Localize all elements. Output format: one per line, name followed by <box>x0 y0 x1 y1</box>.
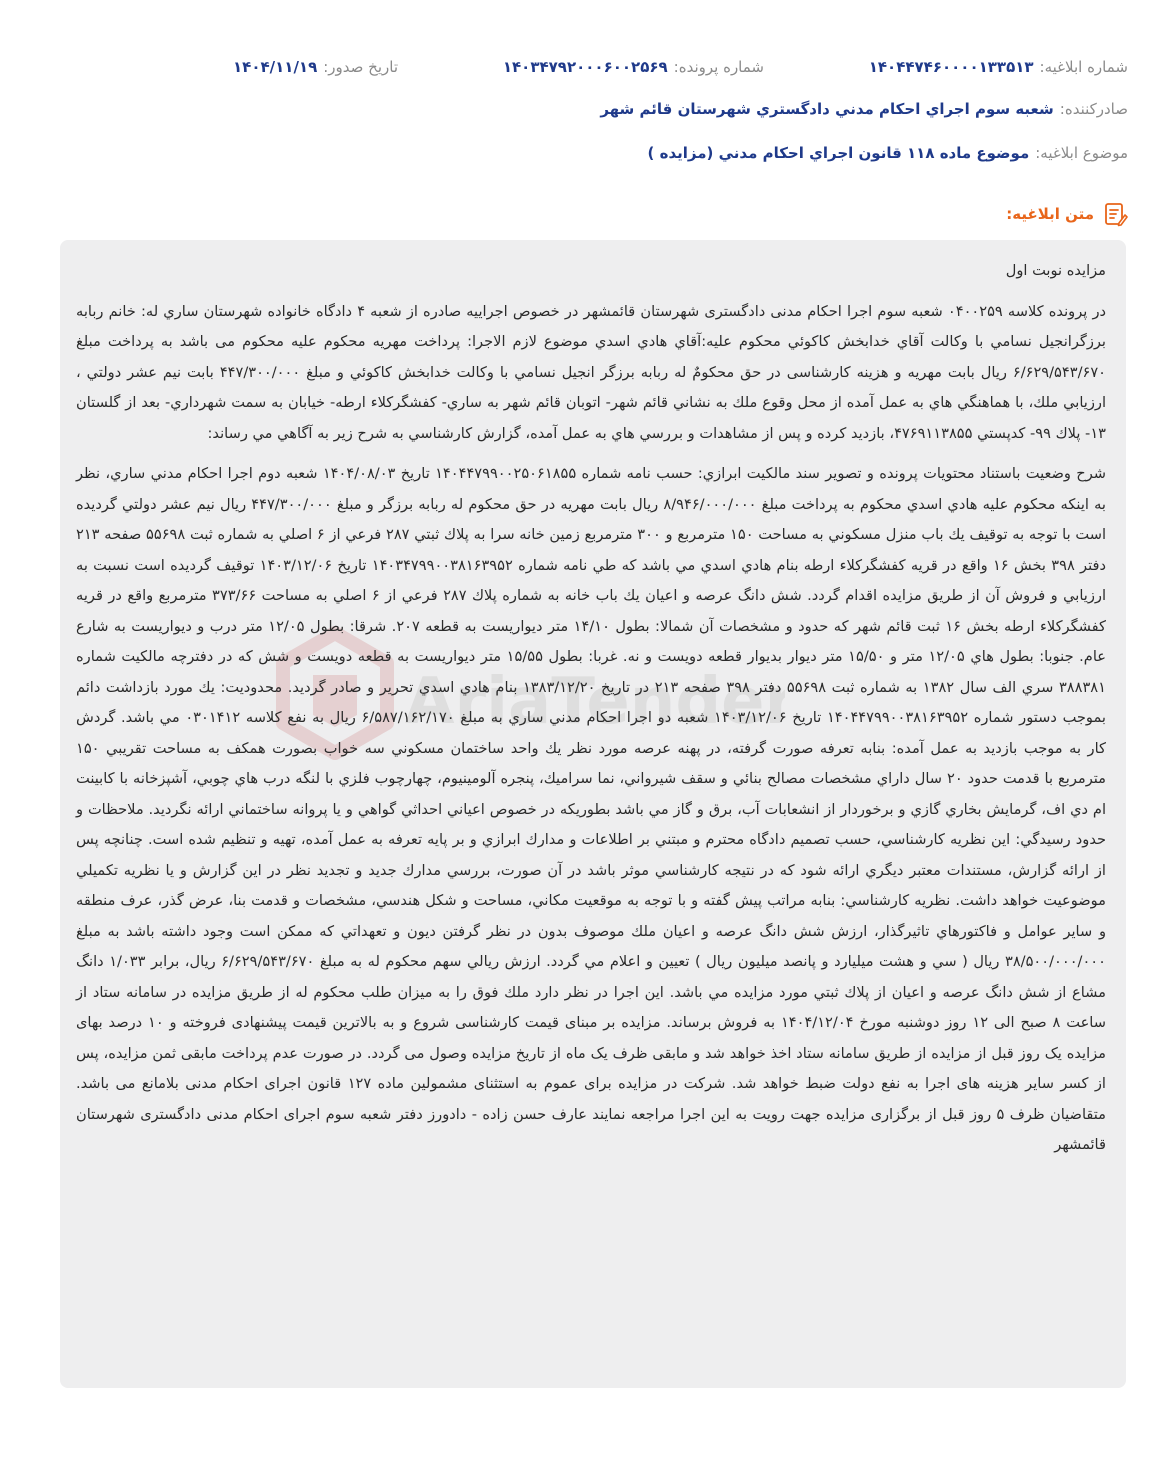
case-number-value: ۱۴۰۳۴۷۹۲۰۰۰۶۰۰۲۵۶۹ <box>502 58 668 76</box>
notice-number-value: ۱۴۰۴۴۷۴۶۰۰۰۰۱۳۳۵۱۳ <box>868 58 1034 76</box>
notice-meta-row <box>40 58 1128 80</box>
issuer-label: صادرکننده: <box>1059 100 1128 118</box>
notice-text-title: متن ابلاغيه: <box>1006 205 1094 223</box>
auction-round-heading: مزايده نوبت اول <box>1005 262 1106 279</box>
notice-text-body <box>76 256 1106 1171</box>
issue-date <box>233 58 398 76</box>
notice-number <box>869 58 1128 76</box>
issuer-line <box>600 100 1128 118</box>
case-number <box>503 58 764 76</box>
notice-paragraph: در پرونده كلاسه ۰۴۰۰۲۵۹ شعبه سوم اجرا احكام مدنى دادگسترى شهرستان قائمشهر در خصوص اجراييه صادره از شعبه ۴ دادگاه خانواده شهرستان ساري له: خانم ربابه برزگرانجيل نسامي با وكالت آقاي خدابخش كاكوئي محكوم عليه:آقاي هادي اسدي موضوع لازم الاجرا: پرداخت مهريه محكوم عليه محكوم مى باشد به پرداخت مبلغ ۶/۶۲۹/۵۴۳/۶۷۰ ريال بابت مهريه و هزينه كارشناسى در حق محكومٌ له ربابه برزگر انجيل نسامي با وكالت خدابخش كاكوئي و مبلغ ۴۴۷/۳۰۰/۰۰۰ بابت نيم عشر دولتي ، ارزيابي ملك، با هماهنگي هاي به عمل آمده از محل وقوع ملك به نشاني قائم شهر- اتوبان قائم شهر به ساري- كفشگركلاء ارطه- خيابان به سمت شهرداري- بعد از گلستان ۱۳- پلاك ۹۹- كدپستي ۴۷۶۹۱۱۳۸۵۵، بازديد كرده و پس از مشاهدات و بررسي هاي به عمل آمده، گزارش كارشناسي به شرح زير به آگاهي مي رساند: <box>76 302 1107 442</box>
subject-line <box>648 144 1128 162</box>
document-notice-icon <box>1102 201 1128 227</box>
case-number-label: شماره پرونده: <box>673 58 764 76</box>
notice-text-panel <box>60 240 1126 1388</box>
subject-value: موضوع ماده ۱۱۸ قانون اجراي احكام مدني (مزايده ) <box>647 144 1030 162</box>
issue-date-label: تاريخ صدور: <box>323 58 398 76</box>
issuer-value: شعبه سوم اجراي احكام مدني دادگستري شهرستان قائم شهر <box>600 100 1054 118</box>
notice-text-header <box>1006 200 1128 228</box>
notice-number-label: شماره ابلاغيه: <box>1039 58 1128 76</box>
subject-label: موضوع ابلاغيه: <box>1035 144 1128 162</box>
watermark-text: AriaTender <box>405 665 785 739</box>
notice-paragraph: شرح وضعيت باستناد محتويات پرونده و تصوير سند مالكيت ابرازي: حسب نامه شماره ۱۴۰۴۴۷۹۹۰۰۲۵۰۶۱۸۵۵ تاريخ ۱۴۰۴/۰۸/۰۳ شعبه دوم اجرا احكام مدني ساري، نظر به اينكه محكوم عليه هادي اسدي محكوم به پرداخت مبلغ ۸/۹۴۶/۰۰۰/۰۰۰ ريال بابت مهريه در حق محكوم له ربابه برزگر و مبلغ ۴۴۷/۳۰۰/۰۰۰ ريال نيم عشر دولتي گرديده است با توجه به توقيف يك باب منزل مسكوني به مساحت ۱۵۰ مترمربع و ۳۰۰ مترمربع زمين خانه سرا به پلاك ثبتي ۲۸۷ فرعي از ۶ اصلي به شماره ثبت ۵۵۶۹۸ صفحه ۲۱۳ دفتر ۳۹۸ بخش ۱۶ واقع در قريه كفشگركلاء ارطه بنام هادي اسدي مي باشد كه طي نامه شماره ۱۴۰۳۴۷۹۹۰۰۳۸۱۶۳۹۵۲ تاريخ ۱۴۰۳/۱۲/۰۶ توقيف گرديده است نسبت به ارزيابي و فروش آن از طريق مزايده اقدام گردد. شش دانگ عرصه و اعيان يك باب خانه به شماره پلاك ۲۸۷ فرعي از ۶ اصلي به مساحت ۳۷۳/۶۶ مترمربع واقع در قريه كفشگركلاء ارطه بخش ۱۶ ثبت قائم شهر كه حدود و مشخصات آن شمالا: بطول ۱۴/۱۰ متر ديواريست به قطعه ۲۰۷. شرقا: بطول ۱۲/۰۵ متر درب و ديواريست به شارع عام. جنوبا: بطول هاي ۱۲/۰۵ متر و ۱۵/۵۰ متر ديوار بديوار قطعه دويست و نه. غربا: بطول ۱۵/۵۵ متر ديواريست به قطعه دويست و شش كه در دفترچه مالكيت شماره ۳۸۸۳۸۱ سري الف سال ۱۳۸۲ به شماره ثبت ۵۵۶۹۸ دفتر ۳۹۸ صفحه ۲۱۳ در تاريخ ۱۳۸۳/۱۲/۲۰ بنام هادي اسدي تحرير و صادر گرديد. محدوديت: يك مورد بازداشت دائم بموجب دستور شماره ۱۴۰۴۴۷۹۹۰۰۳۸۱۶۳۹۵۲ تاريخ ۱۴۰۳/۱۲/۰۶ شعبه دو اجرا احكام مدني ساري به مبلغ ۶/۵۸۷/۱۶۲/۱۷۰ ريال به نفع كلاسه ۰۳۰۱۴۱۲ مي باشد. گردش كار به موجب بازديد به عمل آمده: بنابه تعرفه صورت گرفته، در پهنه عرصه مورد نظر يك واحد ساختمان مسكوني سه خواب بصورت همكف به مساحت تقريبي ۱۵۰ مترمربع با قدمت حدود ۲۰ سال داراي مشخصات مصالح بنائي و سقف شيرواني، نما سراميك، پنجره آلومينيوم، چهارچوب فلزي با لنگه درب هاي چوبي، آشپزخانه با كابينت ام دي اف، گرمايش بخاري گازي و برخوردار از انشعابات آب، برق و گاز مي باشد بطوريكه در خصوص اعياني احداثي گواهي و يا پروانه ساختماني ارائه نگرديد. ملاحظات و حدود رسيدگي: اين نظريه كارشناسي، حسب تصميم دادگاه محترم و مبتني بر اطلاعات و مدارك ابرازي و بر پايه تعرفه به عمل آمده، تهيه و تنظيم شده است. چنانچه پس از ارائه گزارش، مستندات معتبر ديگري ارائه شود كه در نتيجه كارشناسي موثر باشد در آن صورت، بررسي مدارك جديد و تجديد نظر در اين گزارش و يا نظريه تكميلي موضوعيت خواهد داشت. نظريه كارشناسي: بنابه مراتب پيش گفته و با توجه به موقعيت مكاني، مساحت و شكل هندسي، مشخصات و قدمت بنا، عرض گذر، عرف منطقه و ساير عوامل و فاكتورهاي تاثيرگذار، ارزش شش دانگ عرصه و اعيان ملك موصوف بدون در نظر گرفتن ديون و تعهداتي كه ممكن است وجود داشته باشد به مبلغ ۳۸/۵۰۰/۰۰۰/۰۰۰ ريال ( سي و هشت ميليارد و پانصد ميليون ريال ) تعيين و اعلام مي گردد. ارزش ريالي سهم محكوم له به مبلغ ۶/۶۲۹/۵۴۳/۶۷۰ ريال، برابر ۱/۰۳۳ دانگ مشاع از شش دانگ عرصه و اعيان از پلاك ثبتي مورد مزايده مي باشد. اين اجرا در نظر دارد ملك فوق را به ميزان طلب محكوم له از طريق مزايده در سامانه ستاد از ساعت ۸ صبح الى ۱۲ روز دوشنبه مورخ ۱۴۰۴/۱۲/۰۴ به فروش برساند. مزايده بر مبناى قيمت كارشناسى شروع و به بالاترين قيمت پيشنهادى فروخته و ۱۰ درصد بهاى مزايده يک روز قبل از مزايده از طريق سامانه ستاد اخذ خواهد شد و مابقى ظرف يک ماه از تاريخ مزايده وصول مى گردد. در صورت عدم پرداخت مابقى ثمن مزايده، پس از کسر ساير هزينه هاى اجرا به نفع دولت ضبط خواهد شد. شركت در مزايده براى عموم به استثناى مشمولين ماده ۱۲۷ قانون اجراى احكام مدنى بلامانع مى باشد. متقاضيان ظرف ۵ روز قبل از برگزارى مزايده جهت رويت به اين اجرا مراجعه نمايند عارف حسن زاده - دادورز دفتر شعبه سوم اجراى احكام مدنى دادگسترى شهرستان قائمشهر <box>76 465 1106 1153</box>
issue-date-value: ۱۴۰۴/۱۱/۱۹ <box>233 58 318 76</box>
